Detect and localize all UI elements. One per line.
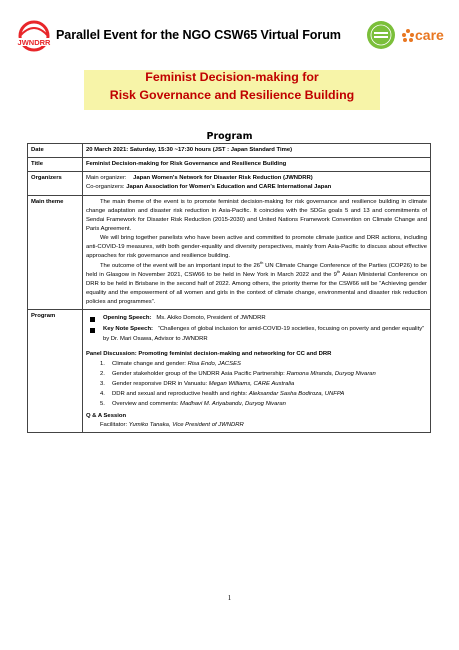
- program-label: Program: [28, 310, 83, 433]
- qa-session-heading: Q & A Session: [85, 412, 127, 419]
- keynote-speech-label: Key Note Speech:: [102, 326, 154, 333]
- panel-discussion-heading: Panel Discussion: Promoting feminist decision-making and networking for CC and DRR: [85, 350, 332, 357]
- panel-item-text: [112, 380, 427, 389]
- care-logo: [401, 26, 449, 46]
- opening-speech-value: Ms. Akiko Domoto, President of JWNDRR: [156, 315, 266, 322]
- panel-item-topic: Gender stakeholder group of the UNDRR Asia Pacific Partnership:: [111, 370, 287, 377]
- square-bullet-icon: [90, 328, 95, 333]
- row-title: [28, 158, 431, 172]
- panel-item-topic: Gender responsive DRR in Vanuatu:: [111, 381, 209, 388]
- row-program: [28, 310, 431, 433]
- organizers-label: Organizers: [28, 172, 83, 195]
- main-theme-value: [82, 195, 430, 310]
- panel-item-speaker: Megan Williams, CARE Australia: [208, 381, 295, 388]
- panel-item-text: [112, 390, 427, 399]
- panel-item-speaker: Aleksandar Sasha Bodiroza, UNFPA: [248, 391, 345, 398]
- panel-item: [100, 360, 427, 369]
- title-label: Title: [28, 158, 83, 172]
- main-organizer-value: Japan Women's Network for Disaster Risk Reduction (JWNDRR): [133, 175, 313, 182]
- row-organizers: [28, 172, 431, 195]
- facilitator-prefix: Facilitator:: [99, 421, 129, 428]
- square-bullet-icon: [90, 317, 95, 322]
- panel-item-speaker: Madhavi M. Ariyabandu, Duryog Nivaran: [180, 401, 286, 408]
- main-organizer-prefix: Main organizer:: [85, 175, 127, 182]
- page-number: 1: [227, 594, 232, 602]
- date-value: 20 March 2021: Saturday, 15:30 ~17:30 hours (JST : Japan Standard Time): [82, 144, 430, 158]
- panel-item: [100, 400, 427, 409]
- event-title-banner: [84, 70, 380, 110]
- row-main-theme: [28, 195, 431, 310]
- keynote-speech-value: “Challenges of global inclusion for amid-COVID-19 societies, focusing on poverty and gender equality” by Dr. Mari Osawa, Advisor to JWNDRR: [102, 326, 425, 342]
- date-label: Date: [28, 144, 83, 158]
- csw-ngo-logo-icon: [366, 20, 396, 50]
- jwndrr-logo: [14, 16, 54, 56]
- panel-item: [100, 370, 427, 379]
- care-logo-text: care: [415, 27, 444, 43]
- banner-line-1: Feminist Decision-making for: [145, 70, 319, 84]
- co-organizer-value: Japan Association for Women's Education and CARE International Japan: [126, 184, 332, 191]
- panel-item-speaker: Ramona Miranda, Duryog Nivaran: [286, 370, 376, 377]
- panel-item-topic: Climate change and gender:: [111, 360, 188, 367]
- main-theme-label: Main theme: [28, 195, 83, 310]
- panel-item-topic: DDR and sexual and reproductive health and rights:: [111, 391, 249, 398]
- keynote-speech-item: [90, 325, 427, 343]
- banner-line-2: Risk Governance and Resilience Building: [109, 88, 355, 102]
- program-heading: Program: [206, 131, 253, 142]
- page-header: [14, 16, 444, 62]
- facilitator-line: [100, 421, 427, 430]
- title-value: Feminist Decision-making for Risk Governance and Resilience Building: [82, 158, 430, 172]
- header-title: Parallel Event for the NGO CSW65 Virtual Forum: [56, 28, 341, 42]
- care-hands-icon: [401, 27, 415, 45]
- panel-list: [86, 360, 427, 410]
- opening-speech-item: [90, 314, 427, 323]
- opening-speech-label: Opening Speech:: [102, 315, 152, 322]
- organizers-value: [82, 172, 430, 195]
- panel-item-text: [112, 370, 427, 379]
- panel-item-number: 4.: [99, 391, 105, 398]
- co-organizer-prefix: Co-organizers:: [85, 184, 125, 191]
- row-date: [28, 144, 431, 158]
- panel-item-topic: Overview and comments:: [111, 401, 181, 408]
- panel-item-number: 2.: [99, 370, 105, 377]
- panel-item-text: [112, 400, 427, 409]
- panel-item-text: [112, 360, 427, 369]
- panel-item-speaker: Risa Endo, JACSES: [187, 360, 241, 367]
- panel-item: [100, 390, 427, 399]
- panel-item: [100, 380, 427, 389]
- program-value: [82, 310, 430, 433]
- facilitator-value: Yumiko Tanaka, Vice President of JWNDRR: [128, 421, 244, 428]
- panel-item-number: 1.: [99, 360, 105, 367]
- jwndrr-logo-text: JWNDRR: [17, 38, 51, 47]
- panel-item-number: 3.: [99, 381, 105, 388]
- panel-item-number: 5.: [99, 401, 105, 408]
- theme-paragraph-3: The outcome of the event will be an important input to the 26th UN Climate Change Conference of the Parties (COP26) to be held in Glasgow in November 2021, CSW66 to be held in New York in March 2022 and the 9th Asian Ministerial Conference on DRR to be held in Brisbane in the second half of 2022. Among others, the priority theme for the CSW66 will be “Achieving gender equality and the empowerment of all women and girls in the context of climate change, environmental and disaster risk reduction policies and programmes”.: [85, 259, 427, 306]
- theme-paragraph-1: The main theme of the event is to promote feminist decision-making for risk governance and resilience building in climate change adaptation and disaster risk reduction in Asia-Pacific. It coincides with the SDGs goals 5 and 13 and commitments of Sendai Framework for Disaster Risk Reduction (2015-2030) and United Nations Framework Convention on Climate Change and Paris Agreement.: [85, 198, 427, 232]
- program-table: [27, 143, 431, 433]
- theme-paragraph-2: We will bring together panelists who have been active and committed to promote climate justice and DRR actions, including anti-COVID-19 measures, with both gender-equality and diversity perspectives, mainly from Asia-Pacific to discuss about effective approaches for risk governance and resilience building.: [85, 235, 427, 260]
